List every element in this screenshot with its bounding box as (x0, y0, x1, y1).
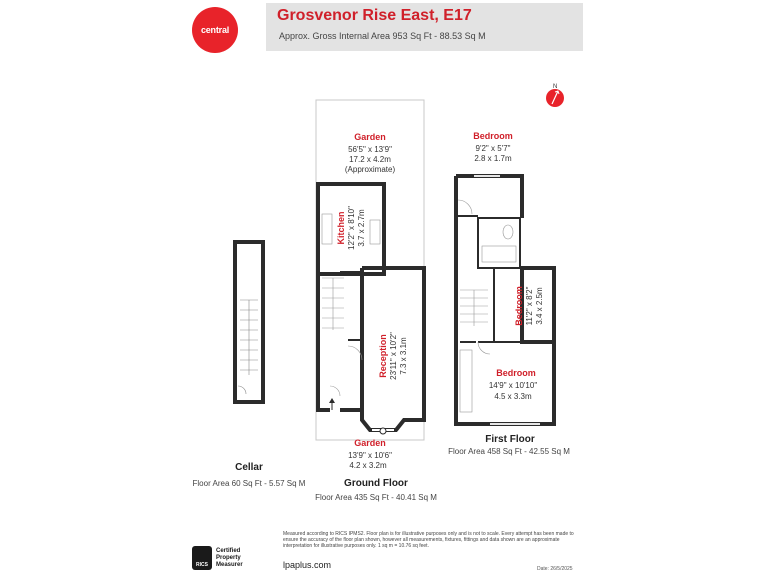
cellar-area: Floor Area 60 Sq Ft - 5.57 Sq M (192, 479, 306, 488)
rics-line-2: Property (216, 554, 241, 561)
bedroom-front-dim-metric: 4.5 x 3.3m (494, 392, 532, 401)
ground-floor-area: Floor Area 435 Sq Ft - 40.41 Sq M (315, 493, 437, 502)
kitchen-dim-imperial: 12'2" x 8'10" (347, 206, 356, 250)
first-floor-area: Floor Area 458 Sq Ft - 42.55 Sq M (448, 447, 570, 456)
property-title: Grosvenor Rise East, E17 (277, 7, 472, 24)
disclaimer-text: Measured according to RICS IPMS2. Floor plan is for illustrative purposes only and is not to scale. Every attempt has been made to ensure the accuracy of the floor plan shown, however all measurements, fixtures, fittings and data shown are an approximate interpretation for illustrative purposes only. 1 sq m = 10.76 sq feet. (283, 531, 574, 549)
rics-logo: RICS (192, 546, 212, 570)
website-link[interactable]: lpaplus.com (283, 560, 332, 570)
north-compass-icon (546, 84, 564, 107)
rics-certification (216, 548, 243, 569)
bedroom-top-name: Bedroom (473, 131, 513, 141)
reception-dim-imperial: 23'11" x 10'2" (389, 332, 398, 380)
garden-rear-dim-imperial: 56'5" x 13'9" (348, 145, 392, 154)
garden-front-name: Garden (354, 438, 386, 448)
kitchen-name: Kitchen (336, 211, 346, 245)
garden-front-dim-imperial: 13'9" x 10'6" (348, 451, 392, 460)
rics-badge (192, 545, 272, 571)
garden-rear-note: (Approximate) (344, 165, 396, 174)
cellar-title: Cellar (235, 462, 263, 473)
bedroom-mid-dim-metric: 3.4 x 2.5m (535, 287, 544, 325)
ground-floor-title: Ground Floor (344, 478, 408, 489)
kitchen-dim-metric: 3.7 x 2.7m (357, 209, 366, 247)
logo-text: central (200, 25, 230, 35)
rics-line-1: Certified (216, 547, 241, 554)
bedroom-front-name: Bedroom (496, 368, 536, 378)
bedroom-front-dim-imperial: 14'9" x 10'10" (488, 381, 538, 390)
bedroom-mid-name: Bedroom (514, 286, 524, 326)
reception-dim-metric: 7.3 x 3.1m (399, 337, 408, 375)
rics-line-3: Measurer (216, 561, 243, 568)
bedroom-mid-dim-imperial: 11'2" x 8'2" (525, 286, 534, 326)
garden-rear-dim-metric: 17.2 x 4.2m (349, 155, 391, 164)
first-floor-title: First Floor (485, 434, 535, 445)
bedroom-top-dim-imperial: 9'2" x 5'7" (475, 144, 511, 153)
compass-label: N (553, 84, 558, 90)
reception-name: Reception (378, 334, 388, 378)
cellar-plan (235, 242, 263, 402)
bedroom-top-dim-metric: 2.8 x 1.7m (474, 154, 512, 163)
gross-area-subtitle: Approx. Gross Internal Area 953 Sq Ft - 88.53 Sq M (279, 31, 486, 41)
plan-date: Date: 26/5/2025 (537, 566, 573, 572)
garden-rear-name: Garden (354, 132, 386, 142)
garden-front-dim-metric: 4.2 x 3.2m (349, 461, 387, 470)
